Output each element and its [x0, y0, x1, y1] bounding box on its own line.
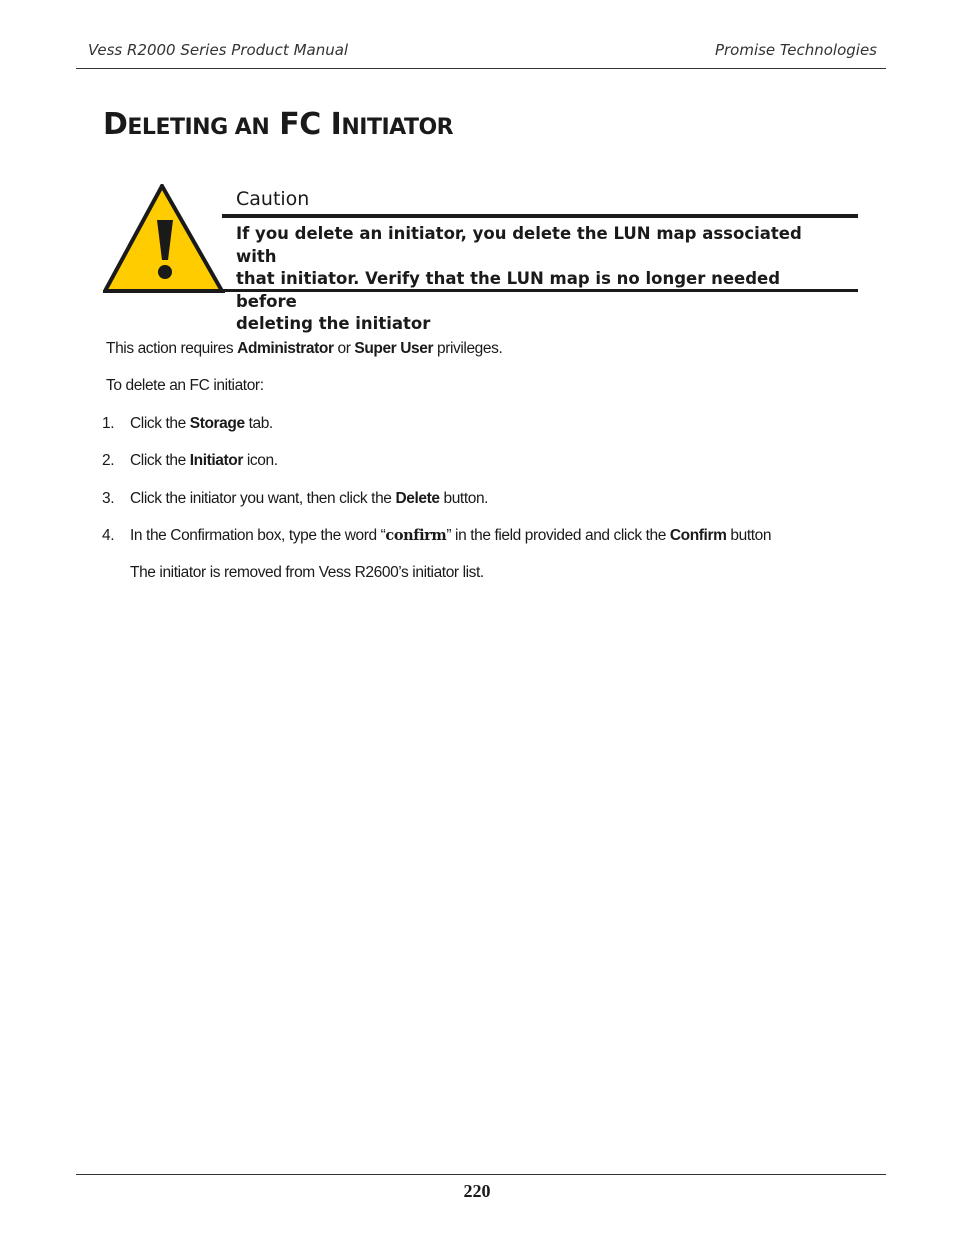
step-text: In the Confirmation box, type the word “confirm” in the field provided and click the Confirm button	[130, 527, 772, 544]
step-text: Click the Storage tab.	[130, 415, 273, 432]
section-title: DELETING AN FC INITIATOR	[103, 107, 454, 142]
footer-rule	[76, 1174, 886, 1175]
caution-line: that initiator. Verify that the LUN map is no longer needed before	[236, 269, 781, 311]
step-number: 1.	[102, 415, 115, 432]
step-number: 3.	[102, 490, 115, 507]
caution-line: deleting the initiator	[236, 314, 431, 333]
page-header	[76, 40, 886, 69]
caution-top-rule	[222, 214, 858, 218]
privileges-paragraph: This action requires Administrator or Super User privileges.	[106, 340, 503, 357]
caution-text	[236, 223, 836, 336]
step-text: Click the Initiator icon.	[130, 452, 278, 469]
caution-label: Caution	[236, 188, 310, 210]
result-text: The initiator is removed from Vess R2600’s initiator list.	[130, 564, 484, 581]
page-number: 220	[463, 1181, 491, 1201]
header-manual-title: Vess R2000 Series Product Manual	[88, 41, 349, 59]
caution-bottom-rule	[222, 289, 858, 292]
step-number: 4.	[102, 527, 115, 544]
warning-triangle-icon	[103, 184, 225, 294]
procedure-intro: To delete an FC initiator:	[106, 377, 264, 394]
step-number: 2.	[102, 452, 115, 469]
caution-line: If you delete an initiator, you delete the LUN map associated with	[236, 224, 802, 266]
step-text: Click the initiator you want, then click the Delete button.	[130, 490, 489, 507]
header-company: Promise Technologies	[714, 41, 877, 59]
